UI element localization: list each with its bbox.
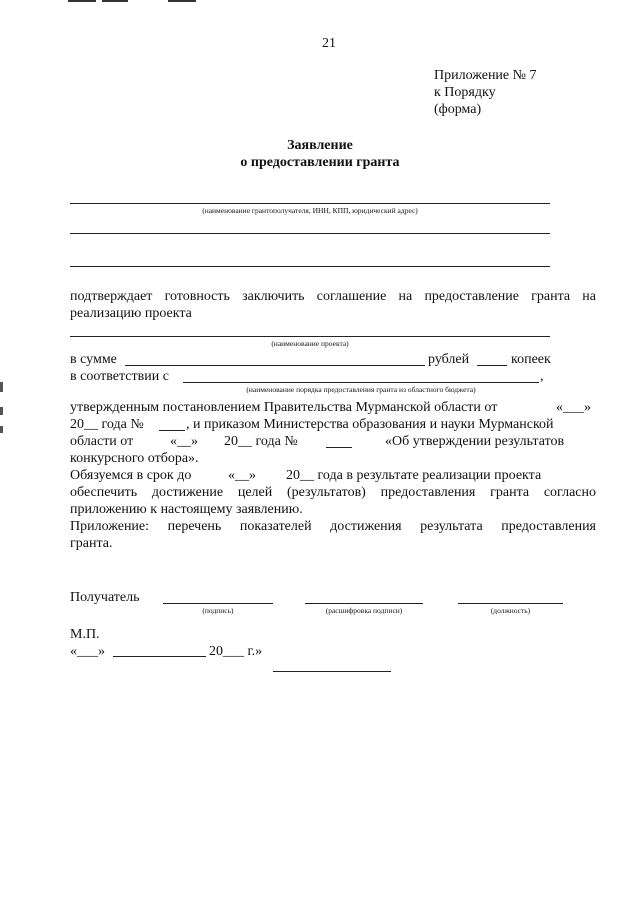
confirm-text-line2: реализацию проекта: [70, 306, 192, 321]
grantee-field-line-2[interactable]: [70, 233, 550, 234]
body-line3-title: «Об утверждении результатов: [385, 434, 565, 449]
scan-artifact: [102, 0, 128, 2]
document-title: Заявление: [287, 138, 353, 153]
position-field-line[interactable]: [458, 603, 563, 604]
page-number: 21: [322, 36, 336, 51]
signature-field-line[interactable]: [163, 603, 273, 604]
position-caption: (должность): [490, 606, 531, 615]
confirm-text-line1: подтверждает готовность заключить соглашение на предоставление гранта на: [70, 289, 596, 304]
amount-rubles-field[interactable]: [125, 365, 425, 366]
date-month-field[interactable]: [113, 656, 206, 657]
appendix-number: Приложение № 7: [434, 68, 537, 83]
body-line4: конкурсного отбора».: [70, 451, 199, 466]
appendix-form: (форма): [434, 102, 482, 117]
body-line2-text: , и приказом Министерства образования и науки Мурманской: [186, 417, 554, 432]
bottom-separator: [273, 671, 391, 672]
body-line2-year: 20__ года №: [70, 417, 144, 432]
accordance-comma: ,: [540, 369, 544, 384]
scan-artifact: [68, 0, 96, 2]
body-line5-rest: 20__ года в результате реализации проекта: [286, 468, 542, 483]
rubles-label: рублей: [428, 352, 470, 367]
stamp-label: М.П.: [70, 627, 100, 642]
body-line8: Приложение: перечень показателей достижения результата предоставления: [70, 519, 596, 534]
body-line9: гранта.: [70, 536, 113, 551]
date-year: 20___ г.»: [209, 644, 263, 659]
body-line3-year: 20__ года №: [224, 434, 298, 449]
body-line3-region: области от: [70, 434, 134, 449]
signature-decode-caption: (расшифровка подписи): [325, 606, 403, 615]
amount-label: в сумме: [70, 352, 117, 367]
grantee-field-line[interactable]: [70, 203, 550, 204]
kopecks-label: копеек: [511, 352, 551, 367]
document-subtitle: о предоставлении гранта: [240, 155, 400, 170]
body-line1-date: «___»: [556, 400, 591, 415]
body-line1-text: утвержденным постановлением Правительства Мурманской области от: [70, 400, 498, 415]
project-caption: (наименование проекта): [271, 339, 349, 348]
order-number-field[interactable]: [326, 447, 352, 448]
scan-artifact: [0, 426, 3, 433]
body-line7: приложению к настоящему заявлению.: [70, 502, 303, 517]
procedure-caption: (наименование порядка предоставления гранта из областного бюджета): [246, 385, 476, 394]
amount-kopecks-field[interactable]: [477, 365, 507, 366]
accordance-label: в соответствии с: [70, 369, 169, 384]
appendix-procedure: к Порядку: [434, 85, 496, 100]
signature-caption: (подпись): [202, 606, 234, 615]
decree-number-field[interactable]: [159, 430, 185, 431]
recipient-label: Получатель: [70, 590, 140, 605]
procedure-field-line[interactable]: [183, 382, 539, 383]
project-field-line[interactable]: [70, 336, 550, 337]
body-line5-text: Обязуемся в срок до: [70, 468, 192, 483]
signature-decode-field-line[interactable]: [305, 603, 423, 604]
scan-artifact: [0, 407, 3, 415]
scan-artifact: [168, 0, 196, 2]
grantee-caption: (наименование грантополучателя, ИНН, КПП, юридический адрес): [202, 206, 418, 215]
scan-artifact: [0, 382, 3, 392]
body-line6: обеспечить достижение целей (результатов) предоставления гранта согласно: [70, 485, 596, 500]
date-day: «___»: [70, 644, 105, 659]
body-line5-date: «__»: [228, 468, 256, 483]
grantee-field-line-3[interactable]: [70, 266, 550, 267]
body-line3-date: «__»: [170, 434, 198, 449]
